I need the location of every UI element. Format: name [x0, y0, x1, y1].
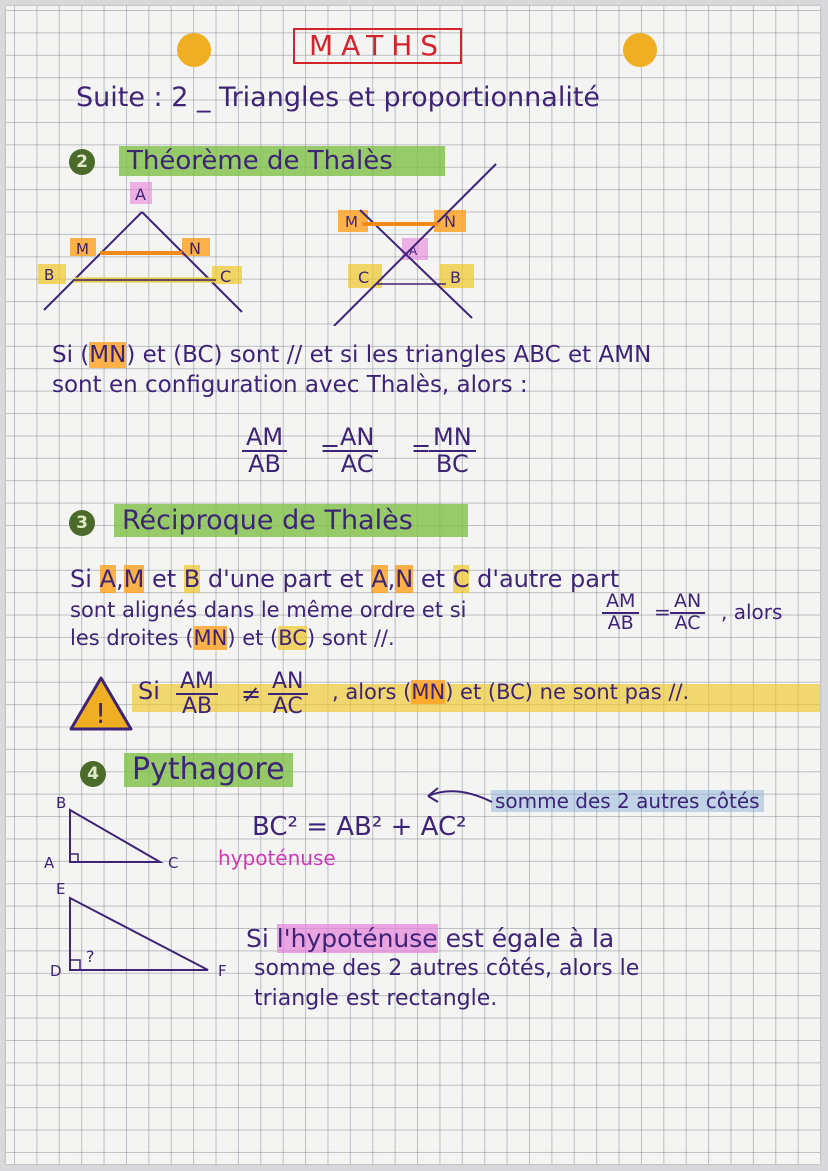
word-alors: , alors — [721, 600, 783, 624]
ratio-AN-AC — [336, 425, 378, 477]
ratio-denominator: AC — [272, 694, 303, 720]
point-A-label: A — [135, 185, 146, 204]
point-A-2: A — [371, 565, 388, 593]
phrase-autre-part: d'autre part — [477, 565, 620, 593]
hypotenuse-label: hypoténuse — [218, 846, 336, 870]
page-title: MATHS — [293, 28, 462, 64]
hypotenuse-highlight: l'hypoténuse — [276, 924, 438, 953]
svg-text:!: ! — [95, 697, 107, 730]
ratio-MN-BC — [429, 425, 476, 477]
chapter-subtitle: Suite : 2 _ Triangles et proportionnalité — [76, 82, 601, 113]
orange-dot-left — [177, 33, 211, 67]
phrase-alors: , alors ( — [332, 680, 412, 704]
section-4-heading: Pythagore — [124, 753, 293, 787]
word-et: et — [151, 565, 177, 593]
ratio-numerator: MN — [429, 425, 476, 452]
equals-sign: = — [411, 434, 432, 462]
equals-sign: = — [320, 434, 341, 462]
reciprocal-line-3 — [70, 628, 395, 649]
tri1-point-B: B — [56, 794, 67, 812]
point-N: N — [395, 565, 414, 593]
point-B-label: B — [44, 266, 55, 284]
warning-conclusion — [332, 682, 689, 703]
statement-rest: ) et (BC) sont // et si les triangles ABC et AMN — [126, 342, 652, 368]
reciprocal-line-1 — [70, 567, 619, 591]
warning-si: Si — [138, 677, 160, 705]
fig2-point-M-label: M — [345, 213, 358, 231]
sum-annotation: somme des 2 autres côtés — [491, 790, 764, 812]
point-C-label: C — [220, 267, 232, 286]
orange-dot-right — [623, 33, 657, 67]
tri1-point-C: C — [168, 854, 179, 872]
fig2-point-A-label: A — [409, 244, 418, 258]
tri2-point-E: E — [56, 880, 66, 898]
ratio-denominator: AB — [248, 450, 281, 479]
segment-MN: MN — [411, 680, 446, 704]
ratio-numerator: AM — [602, 592, 639, 614]
phrase-est-egale: est égale à la — [445, 924, 615, 953]
thales-statement-line-1 — [52, 344, 651, 367]
section-number-3: 3 — [69, 510, 95, 536]
reciprocal-line-2: sont alignés dans le même ordre et si — [70, 598, 467, 622]
ratio-AN-AC-reciprocal — [670, 592, 705, 634]
section-number-2: 2 — [69, 149, 95, 175]
point-B: B — [183, 565, 201, 593]
fig2-point-C-label: C — [358, 268, 370, 287]
warning-icon — [68, 674, 134, 732]
tri2-point-F: F — [218, 962, 227, 980]
ratio-AM-AB-reciprocal — [602, 592, 639, 634]
ratio-denominator: AC — [674, 611, 701, 634]
warning-ratio-AM-AB — [176, 670, 218, 718]
triangle-DEF — [36, 876, 236, 986]
phrase-une-part: d'une part et — [207, 565, 364, 593]
point-C: C — [452, 565, 470, 593]
point-N-label: N — [189, 239, 201, 258]
arrow-icon — [416, 782, 496, 812]
segment-MN: MN — [89, 342, 127, 368]
ratio-numerator: AN — [670, 592, 705, 614]
converse-line-2: somme des 2 autres côtés, alors le — [254, 956, 640, 981]
point-M-label: M — [76, 240, 89, 258]
section-number-4: 4 — [80, 761, 106, 787]
tri1-point-A: A — [44, 854, 55, 872]
statement-si: Si ( — [52, 342, 90, 368]
point-A: A — [99, 565, 116, 593]
converse-line-3: triangle est rectangle. — [254, 986, 498, 1011]
ratio-denominator: AC — [340, 450, 374, 479]
equals-sign: = — [654, 600, 671, 624]
point-M: M — [123, 565, 145, 593]
comma: , — [387, 565, 396, 593]
ratio-AM-AB — [242, 425, 287, 477]
right-triangle-ABC — [36, 788, 196, 878]
section-2-heading: Théorème de Thalès — [119, 146, 445, 176]
ratio-denominator: BC — [435, 450, 469, 479]
notebook-page — [6, 6, 820, 1164]
pythagore-formula: BC² = AB² + AC² — [252, 812, 467, 842]
fig2-point-N-label: N — [444, 212, 456, 231]
tri2-point-D: D — [50, 962, 62, 980]
ratio-numerator: AM — [242, 425, 287, 452]
not-equal-sign: ≠ — [241, 680, 262, 708]
word-si: Si — [246, 924, 269, 953]
phrase-sont-paralleles: ) sont //. — [306, 626, 395, 650]
thales-figure-1 — [32, 174, 262, 314]
converse-line-1 — [246, 926, 614, 951]
segment-MN: MN — [193, 626, 228, 650]
word-si: Si — [70, 565, 92, 593]
warning-ratio-AN-AC — [268, 670, 308, 718]
segment-BC: BC — [278, 626, 307, 650]
thales-figure-2 — [326, 156, 506, 326]
phrase-et: ) et ( — [227, 626, 279, 650]
phrase-ne-sont-pas: ne sont pas //. — [539, 680, 690, 704]
phrase-et-bc: ) et (BC) — [445, 680, 533, 704]
thales-statement-line-2: sont en configuration avec Thalès, alors : — [52, 372, 528, 398]
ratio-denominator: AB — [181, 694, 213, 720]
phrase-les-droites: les droites ( — [70, 626, 194, 650]
tri2-question-mark: ? — [86, 947, 95, 966]
fig2-point-B-label: B — [450, 268, 461, 287]
section-3-heading: Réciproque de Thalès — [114, 504, 468, 537]
comma: , — [115, 565, 124, 593]
ratio-denominator: AB — [607, 611, 634, 634]
ratio-numerator: AN — [268, 670, 308, 695]
ratio-numerator: AM — [176, 670, 218, 695]
ratio-numerator: AN — [336, 425, 378, 452]
word-et: et — [420, 565, 446, 593]
